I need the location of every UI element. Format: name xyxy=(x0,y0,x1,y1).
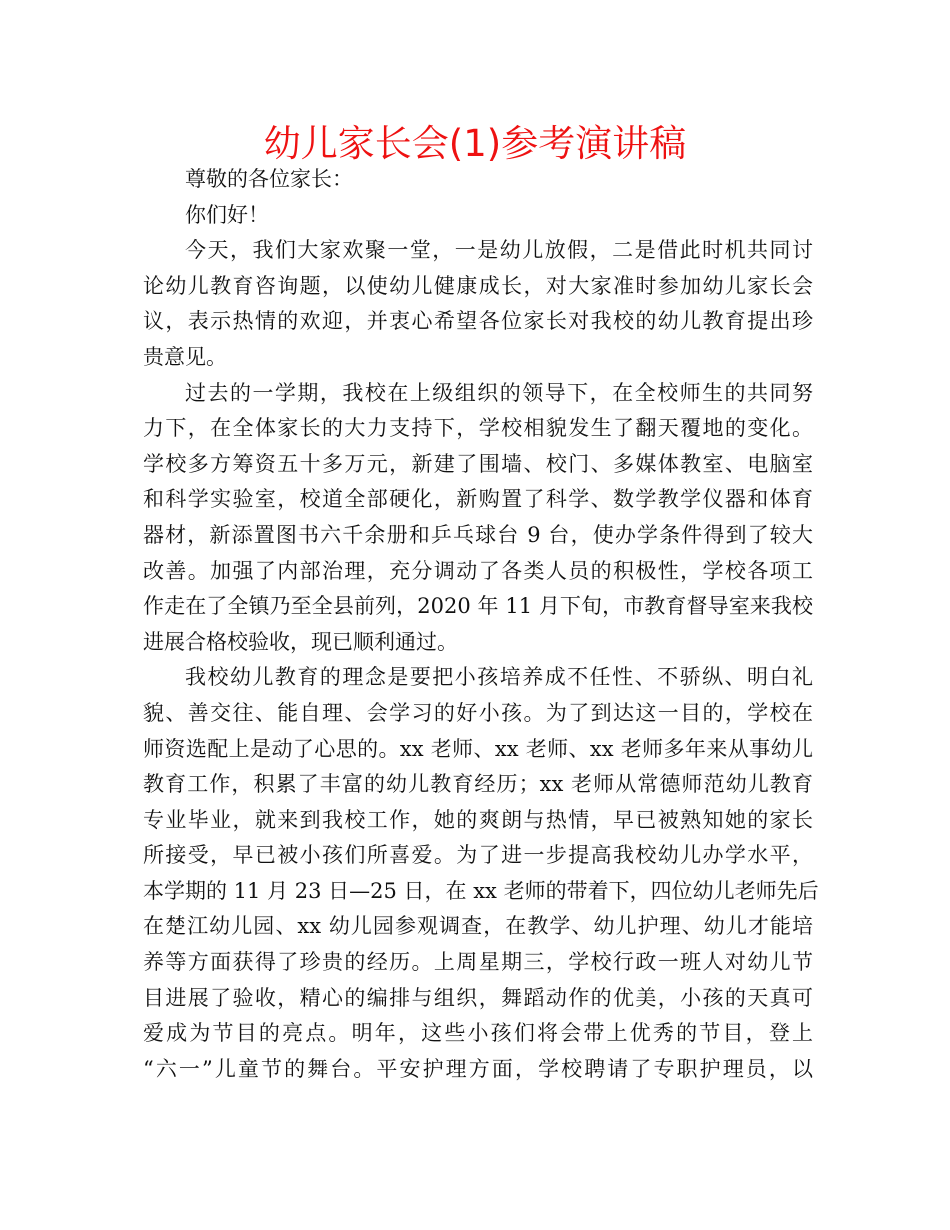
text-line: 你们好！ xyxy=(185,202,269,227)
text-line: 进展合格校验收，现已顺利通过。 xyxy=(143,629,458,654)
text-line: 目进展了验收，精心的编排与组织，舞蹈动作的优美，小孩的天真可 xyxy=(143,985,813,1010)
text-line: 过去的一学期，我校在上级组织的领导下，在全校师生的共同努 xyxy=(185,380,813,405)
text-line: 教育工作，积累了丰富的幼儿教育经历；xx 老师从常德师范幼儿教育 xyxy=(143,772,813,797)
text-line: 专业毕业，就来到我校工作，她的爽朗与热情，早已被熟知她的家长 xyxy=(143,807,813,832)
text-line: 和科学实验室，校道全部硬化，新购置了科学、数学教学仪器和体育 xyxy=(143,487,813,512)
text-line: 议，表示热情的欢迎，并衷心希望各位家长对我校的幼儿教育提出珍 xyxy=(143,309,813,334)
text-line: 力下，在全体家长的大力支持下，学校相貌发生了翻天覆地的变化。 xyxy=(143,416,813,441)
text-line: 貌、善交往、能自理、会学习的好小孩。为了到达这一目的，学校在 xyxy=(143,700,813,725)
text-line: 爱成为节目的亮点。明年，这些小孩们将会带上优秀的节目，登上 xyxy=(143,1021,813,1046)
document-body xyxy=(143,162,819,1087)
text-line: 贵意见。 xyxy=(143,344,227,369)
document-title: 幼儿家长会(1)参考演讲稿 xyxy=(263,122,687,165)
text-line: 尊敬的各位家长： xyxy=(185,167,353,191)
text-line: 所接受，早已被小孩们所喜爱。为了进一步提高我校幼儿办学水平， xyxy=(143,843,813,868)
text-line: 器材，新添置图书六千余册和乒乓球台 9 台，使办学条件得到了较大 xyxy=(143,522,813,547)
text-line: 我校幼儿教育的理念是要把小孩培养成不任性、不骄纵、明白礼 xyxy=(185,665,813,690)
text-line: “六一”儿童节的舞台。平安护理方面，学校聘请了专职护理员，以 xyxy=(143,1056,813,1081)
text-line: 改善。加强了内部治理，充分调动了各类人员的积极性，学校各项工 xyxy=(143,558,813,583)
text-line: 论幼儿教育咨询题，以使幼儿健康成长，对大家准时参加幼儿家长会 xyxy=(143,273,813,298)
text-line: 本学期的 11 月 23 日—25 日，在 xx 老师的带着下，四位幼儿老师先后 xyxy=(143,878,819,903)
text-line: 师资选配上是动了心思的。xx 老师、xx 老师、xx 老师多年来从事幼儿 xyxy=(143,736,813,761)
text-line: 作走在了全镇乃至全县前列，2020 年 11 月下旬，市教育督导室来我校 xyxy=(143,594,813,619)
text-line: 今天，我们大家欢聚一堂，一是幼儿放假，二是借此时机共同讨 xyxy=(185,238,813,263)
text-line: 学校多方筹资五十多万元，新建了围墙、校门、多媒体教室、电脑室 xyxy=(143,451,813,476)
text-line: 在楚江幼儿园、xx 幼儿园参观调查，在教学、幼儿护理、幼儿才能培 xyxy=(143,914,813,939)
text-line: 养等方面获得了珍贵的经历。上周星期三，学校行政一班人对幼儿节 xyxy=(143,950,813,975)
